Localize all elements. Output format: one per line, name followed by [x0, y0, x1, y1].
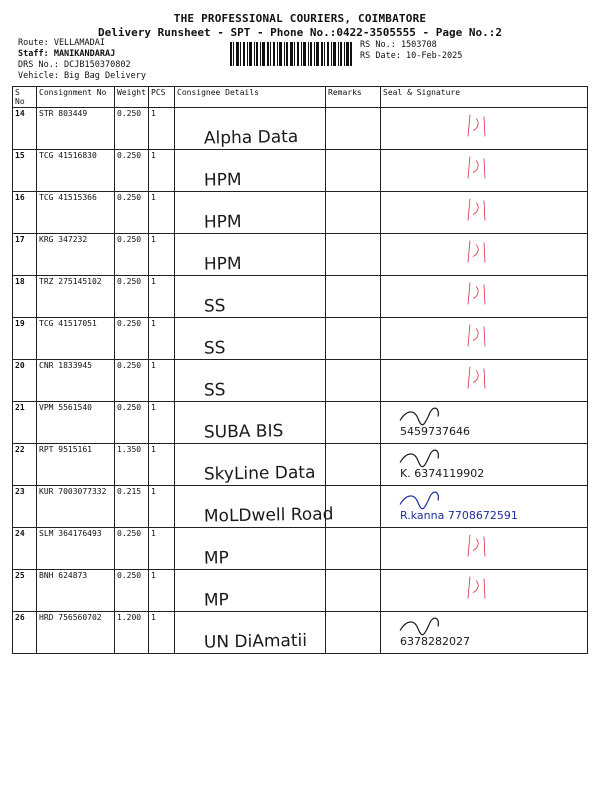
- sno-cell: 23: [13, 486, 37, 528]
- signature-scribble: [400, 450, 438, 467]
- weight-cell: 0.250: [115, 192, 149, 234]
- consignment-cell: HRD 756560702: [37, 612, 115, 654]
- sno-cell: 14: [13, 108, 37, 150]
- pcs-cell: 1: [149, 570, 175, 612]
- signature-text: R.kanna 7708672591: [400, 509, 518, 523]
- rs-no-text: RS No.: 1503708: [360, 40, 437, 50]
- pcs-cell: 1: [149, 318, 175, 360]
- route-text: Route: VELLAMADAI: [18, 38, 105, 48]
- weight-cell: 0.250: [115, 360, 149, 402]
- consignee-handwriting: MP: [203, 548, 230, 569]
- consignee-handwriting: Alpha Data: [203, 126, 299, 149]
- pcs-cell: 1: [149, 150, 175, 192]
- consignee-handwriting: HPM: [203, 253, 242, 275]
- sno-cell: 24: [13, 528, 37, 570]
- pcs-cell: 1: [149, 192, 175, 234]
- staff-text: Staff: MANIKANDARAJ: [18, 49, 116, 59]
- stamp-scribble: [468, 199, 485, 221]
- weight-cell: 0.250: [115, 276, 149, 318]
- pcs-cell: 1: [149, 402, 175, 444]
- sno-cell: 22: [13, 444, 37, 486]
- consignment-cell: TCG 41517051: [37, 318, 115, 360]
- consignee-handwriting: MoLDwell Road: [203, 504, 334, 527]
- stamp-scribble: [468, 367, 485, 389]
- drs-text: DRS No.: DCJB150370802: [18, 60, 131, 70]
- consignment-cell: SLM 364176493: [37, 528, 115, 570]
- signature-scribble: [400, 408, 438, 425]
- consignee-handwriting: SS: [203, 296, 226, 317]
- weight-cell: 0.250: [115, 402, 149, 444]
- signature-scribble: [400, 618, 438, 635]
- header-consignee: Consignee Details: [175, 87, 326, 108]
- pcs-cell: 1: [149, 360, 175, 402]
- consignment-cell: BNH 624873: [37, 570, 115, 612]
- header-signature: Seal & Signature: [381, 87, 588, 108]
- weight-cell: 0.215: [115, 486, 149, 528]
- sno-cell: 16: [13, 192, 37, 234]
- sno-cell: 17: [13, 234, 37, 276]
- consignee-handwriting: HPM: [203, 169, 242, 191]
- consignee-handwriting: SS: [203, 338, 226, 359]
- stamp-scribble: [468, 115, 485, 137]
- consignment-cell: RPT 9515161: [37, 444, 115, 486]
- weight-cell: 0.250: [115, 570, 149, 612]
- weight-cell: 1.350: [115, 444, 149, 486]
- signature-text: 5459737646: [400, 425, 470, 439]
- consignment-cell: TCG 41515366: [37, 192, 115, 234]
- sno-cell: 26: [13, 612, 37, 654]
- signature-text: 6378282027: [400, 635, 470, 649]
- signature-text: K. 6374119902: [400, 467, 485, 481]
- pcs-cell: 1: [149, 444, 175, 486]
- sno-cell: 21: [13, 402, 37, 444]
- stamp-scribble: [468, 535, 485, 557]
- consignee-handwriting: HPM: [203, 211, 242, 233]
- rs-date-text: RS Date: 10-Feb-2025: [360, 51, 463, 61]
- consignee-handwriting: UN DiAmatii: [203, 630, 308, 653]
- weight-cell: 0.250: [115, 528, 149, 570]
- header-sno: S No: [13, 87, 37, 108]
- consignment-cell: CNR 1833945: [37, 360, 115, 402]
- pcs-cell: 1: [149, 486, 175, 528]
- stamp-scribble: [468, 325, 485, 347]
- pcs-cell: 1: [149, 612, 175, 654]
- consignment-cell: TRZ 275145102: [37, 276, 115, 318]
- header-pcs: PCS: [149, 87, 175, 108]
- pcs-cell: 1: [149, 108, 175, 150]
- consignment-cell: KRG 347232: [37, 234, 115, 276]
- stamp-scribble: [468, 577, 485, 599]
- consignment-cell: KUR 7003077332: [37, 486, 115, 528]
- stamp-scribble: [468, 283, 485, 305]
- weight-cell: 0.250: [115, 318, 149, 360]
- header-consignment: Consignment No: [37, 87, 115, 108]
- sno-cell: 15: [13, 150, 37, 192]
- sno-cell: 19: [13, 318, 37, 360]
- consignee-handwriting: SUBA BIS: [203, 421, 284, 443]
- pcs-cell: 1: [149, 528, 175, 570]
- weight-cell: 0.250: [115, 150, 149, 192]
- stamp-scribble: [468, 157, 485, 179]
- consignee-handwriting: MP: [203, 590, 230, 611]
- pcs-cell: 1: [149, 234, 175, 276]
- consignment-cell: TCG 41516830: [37, 150, 115, 192]
- runsheet-title: THE PROFESSIONAL COURIERS, COIMBATORE: [173, 12, 427, 25]
- runsheet-subtitle: Delivery Runsheet - SPT - Phone No.:0422-3505555 - Page No.:2: [98, 26, 502, 39]
- weight-cell: 0.250: [115, 234, 149, 276]
- consignee-handwriting: SS: [203, 380, 226, 401]
- vehicle-text: Vehicle: Big Bag Delivery: [18, 71, 146, 81]
- sno-cell: 18: [13, 276, 37, 318]
- consignee-handwriting: SkyLine Data: [203, 462, 316, 485]
- consignment-cell: VPM 5561540: [37, 402, 115, 444]
- stamp-scribble: [468, 241, 485, 263]
- consignment-cell: STR 803449: [37, 108, 115, 150]
- sno-cell: 25: [13, 570, 37, 612]
- header-weight: Weight: [115, 87, 149, 108]
- weight-cell: 1.200: [115, 612, 149, 654]
- pcs-cell: 1: [149, 276, 175, 318]
- header-remarks: Remarks: [326, 87, 381, 108]
- weight-cell: 0.250: [115, 108, 149, 150]
- signature-scribble: [400, 492, 438, 509]
- sno-cell: 20: [13, 360, 37, 402]
